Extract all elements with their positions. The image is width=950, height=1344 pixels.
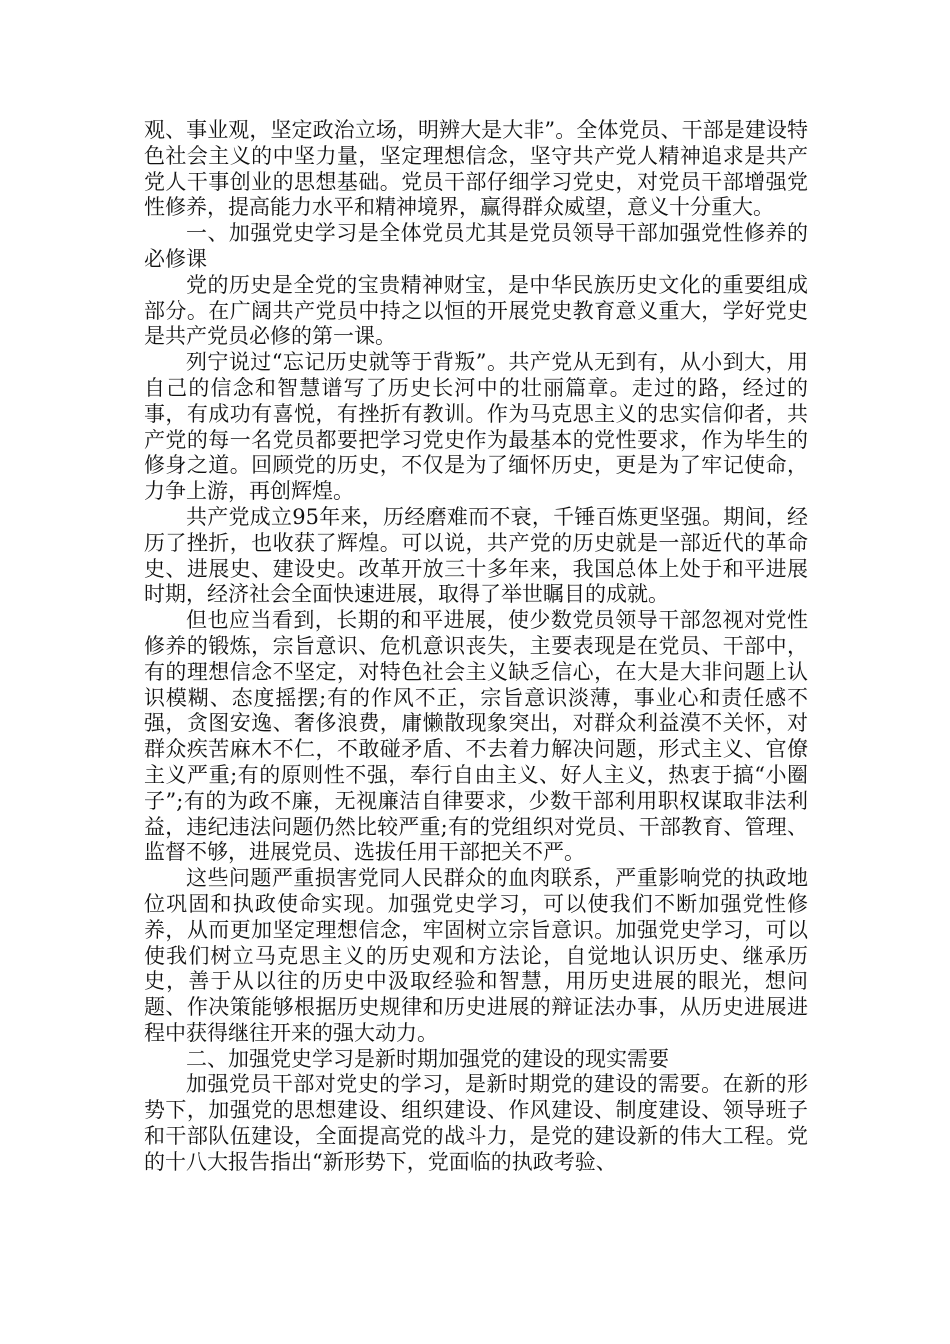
document-body [144, 118, 808, 1176]
paragraph-5: 但也应当看到，长期的和平进展，使少数党员领导干部忽视对党性修养的锻炼，宗旨意识、危机意识丧失，主要表现是在党员、干部中，有的理想信念不坚定，对特色社会主义缺乏信心，在大是大非问题上认识模糊、态度摇摆;有的作风不正，宗旨意识淡薄，事业心和责任感不强，贪图安逸、奢侈浪费，庸懒散现象突出，对群众利益漠不关怀，对群众疾苦麻木不仁，不敢碰矛盾、不去着力解决问题，形式主义、官僚主义严重;有的原则性不强，奉行自由主义、好人主义，热衷于搞“小圈子”;有的为政不廉，无视廉洁自律要求，少数干部利用职权谋取非法利益，违纪违法问题仍然比较严重;有的党组织对党员、干部教育、管理、监督不够，进展党员、选拔任用干部把关不严。 [144, 608, 808, 865]
section-heading-2: 二、加强党史学习是新时期加强党的建设的现实需要 [186, 1046, 669, 1071]
paragraph-6: 这些问题严重损害党同人民群众的血肉联系，严重影响党的执政地位巩固和执政使命实现。加强党史学习，可以使我们不断加强党性修养，从而更加坚定理想信念，牢固树立宗旨意识。加强党史学习，可以使我们树立马克思主义的历史观和方法论，自觉地认识历史、继承历史，善于从以往的历史中汲取经验和智慧，用历史进展的眼光，想问题、作决策能够根据历史规律和历史进展的辩证法办事，从历史进展进程中获得继往开来的强大动力。 [144, 866, 808, 1045]
paragraph-3: 列宁说过“忘记历史就等于背叛”。共产党从无到有，从小到大，用自己的信念和智慧谱写了历史长河中的壮丽篇章。走过的路，经过的事，有成功有喜悦，有挫折有教训。作为马克思主义的忠实信仰者，共产党的每一名党员都要把学习党史作为最基本的党性要求，作为毕生的修身之道。回顾党的历史，不仅是为了缅怀历史，更是为了牢记使命，力争上游，再创辉煌。 [144, 350, 808, 504]
paragraph-4: 共产党成立95年来，历经磨难而不衰，千锤百炼更坚强。期间，经历了挫折，也收获了辉煌。可以说，共产党的历史就是一部近代的革命史、进展史、建设史。改革开放三十多年来，我国总体上处于和平进展时期，经济社会全面快速进展，取得了举世瞩目的成就。 [144, 504, 808, 607]
paragraph-1: 观、事业观，坚定政治立场，明辨大是大非”。全体党员、干部是建设特色社会主义的中坚力量，坚定理想信念，坚守共产党人精神追求是共产党人干事创业的思想基础。党员干部仔细学习党史，对党员干部增强党性修养，提高能力水平和精神境界，赢得群众威望，意义十分重大。 [144, 118, 808, 220]
paragraph-2: 党的历史是全党的宝贵精神财宝，是中华民族历史文化的重要组成部分。在广阔共产党员中持之以恒的开展党史教育意义重大，学好党史是共产党员必修的第一课。 [144, 272, 808, 349]
section-heading-1: 一、加强党史学习是全体党员尤其是党员领导干部加强党性修养的必修课 [144, 221, 808, 271]
paragraph-7: 加强党员干部对党史的学习，是新时期党的建设的需要。在新的形势下，加强党的思想建设、组织建设、作风建设、制度建设、领导班子和干部队伍建设，全面提高党的战斗力，是党的建设新的伟大工程。党的十八大报告指出“新形势下，党面临的执政考验、 [144, 1072, 808, 1174]
